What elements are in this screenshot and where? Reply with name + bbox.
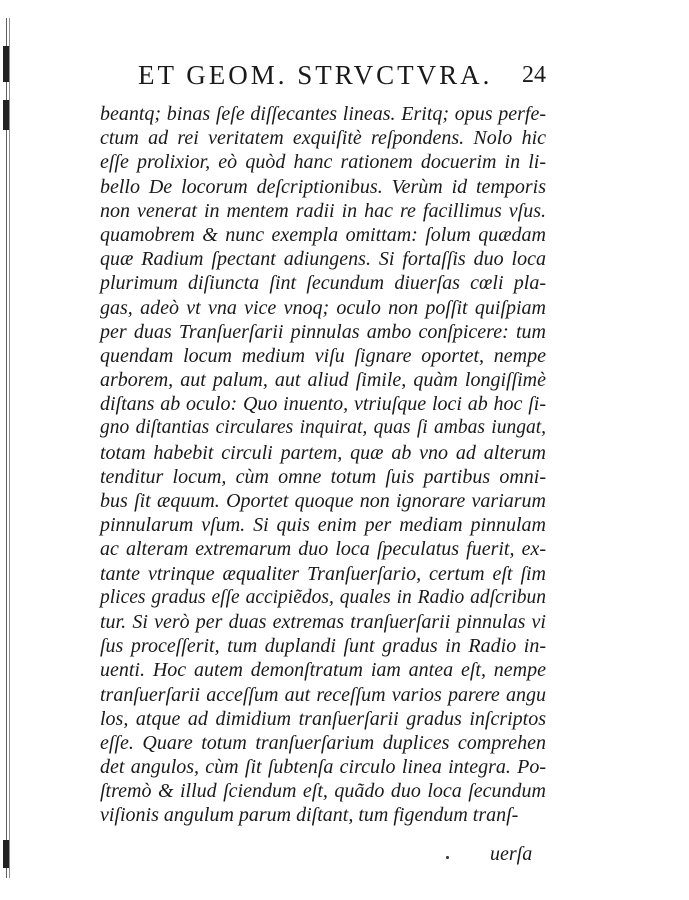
text-line: quamobrem & nunc exempla omittam: ſolum quædam: [100, 223, 546, 246]
text-line: bus ſit æquum. Oportet quoque non ignorare variarum: [100, 490, 546, 512]
running-title: ET GEOM. STRVCTVRA.: [138, 60, 493, 90]
running-head: [0, 58, 689, 94]
binding-edge: [6, 18, 10, 878]
text-line: quendam locum medium viſu ſignare oportet, nempe: [100, 344, 546, 367]
text-line: non venerat in mentem radii in hac re facillimus vſus.: [100, 199, 546, 222]
text-line: tur. Si verò per duas extremas tranſuerſarii pinnulas vi: [100, 610, 546, 633]
text-line: viſionis angulum parum diſtant, tum figendum tranſ-: [100, 804, 519, 827]
text-line: beantq; binas ſeſe diſſecantes lineas. Eritq; opus perfe-: [100, 103, 546, 125]
text-line: per duas Tranſuerſarii pinnulas ambo conſpicere: tum: [100, 320, 546, 343]
text-line: ſus proceſſerit, tum duplandi ſunt gradus in Radio in-: [100, 635, 546, 658]
text-line: tenditur locum, cùm omne totum ſuis partibus omni-: [100, 465, 546, 488]
text-line: eſſe prolixior, eò quòd hanc rationem docuerim in li-: [100, 151, 546, 174]
binding-mark-middle: [3, 100, 9, 130]
text-line: tante vtrinque æqualiter Tranſuerſario, certum eſt ſim: [100, 562, 546, 585]
text-line: bello De locorum deſcriptionibus. Verùm id temporis: [100, 175, 546, 198]
text-line: ſtremò & illud ſciendum eſt, quãdo duo loca ſecundum: [100, 780, 546, 803]
text-line: quæ Radium ſpectant adiungens. Si fortaſſis duo loca: [100, 248, 546, 271]
page-number: 24: [522, 62, 546, 88]
text-line: tranſuerſarii acceſſum aut receſſum varios parere angu: [100, 683, 546, 706]
text-line: ctum ad rei veritatem exquiſitè reſpondens. Nolo hic: [100, 127, 546, 150]
text-line: totam habebit circuli partem, quæ ab vno ad alterum: [100, 441, 546, 464]
text-line: plurimum diſiuncta ſint ſecundum diuerſas cœli pla-: [100, 272, 546, 295]
text-line: eſſe. Quare totum tranſuerſarium duplices comprehen: [100, 731, 546, 754]
body-text: [100, 102, 546, 828]
text-line: plices gradus eſſe accipiẽdos, quales in Radio adſcribun: [100, 586, 546, 608]
text-line: ac alteram extremarum duo loca ſpeculatus fuerit, ex-: [100, 538, 546, 561]
text-line: arborem, aut palum, aut aliud ſimile, quàm longiſſimè: [100, 369, 546, 392]
text-line: uenti. Hoc autem demonſtratum iam antea eſt, nempe: [100, 659, 546, 682]
text-line: los, atque ad dimidium tranſuerſarii gradus inſcriptos: [100, 707, 546, 730]
ink-speck: [446, 856, 449, 859]
text-line: diſtans ab oculo: Quo inuento, vtriuſque loci ab hoc ſi-: [100, 393, 546, 416]
text-line: gno diſtantias circulares inquirat, quas ſi ambas iungat,: [100, 417, 546, 439]
binding-mark-bottom: [3, 840, 9, 868]
text-line: gas, adeò vt vna vice vnoq; oculo non poſſit quiſpiam: [100, 296, 546, 319]
catchword: uerſa: [490, 843, 533, 865]
text-line: det angulos, cùm ſit ſubtenſa circulo linea integra. Po-: [100, 756, 546, 779]
text-line: pinnularum vſum. Si quis enim per mediam pinnulam: [100, 514, 546, 537]
